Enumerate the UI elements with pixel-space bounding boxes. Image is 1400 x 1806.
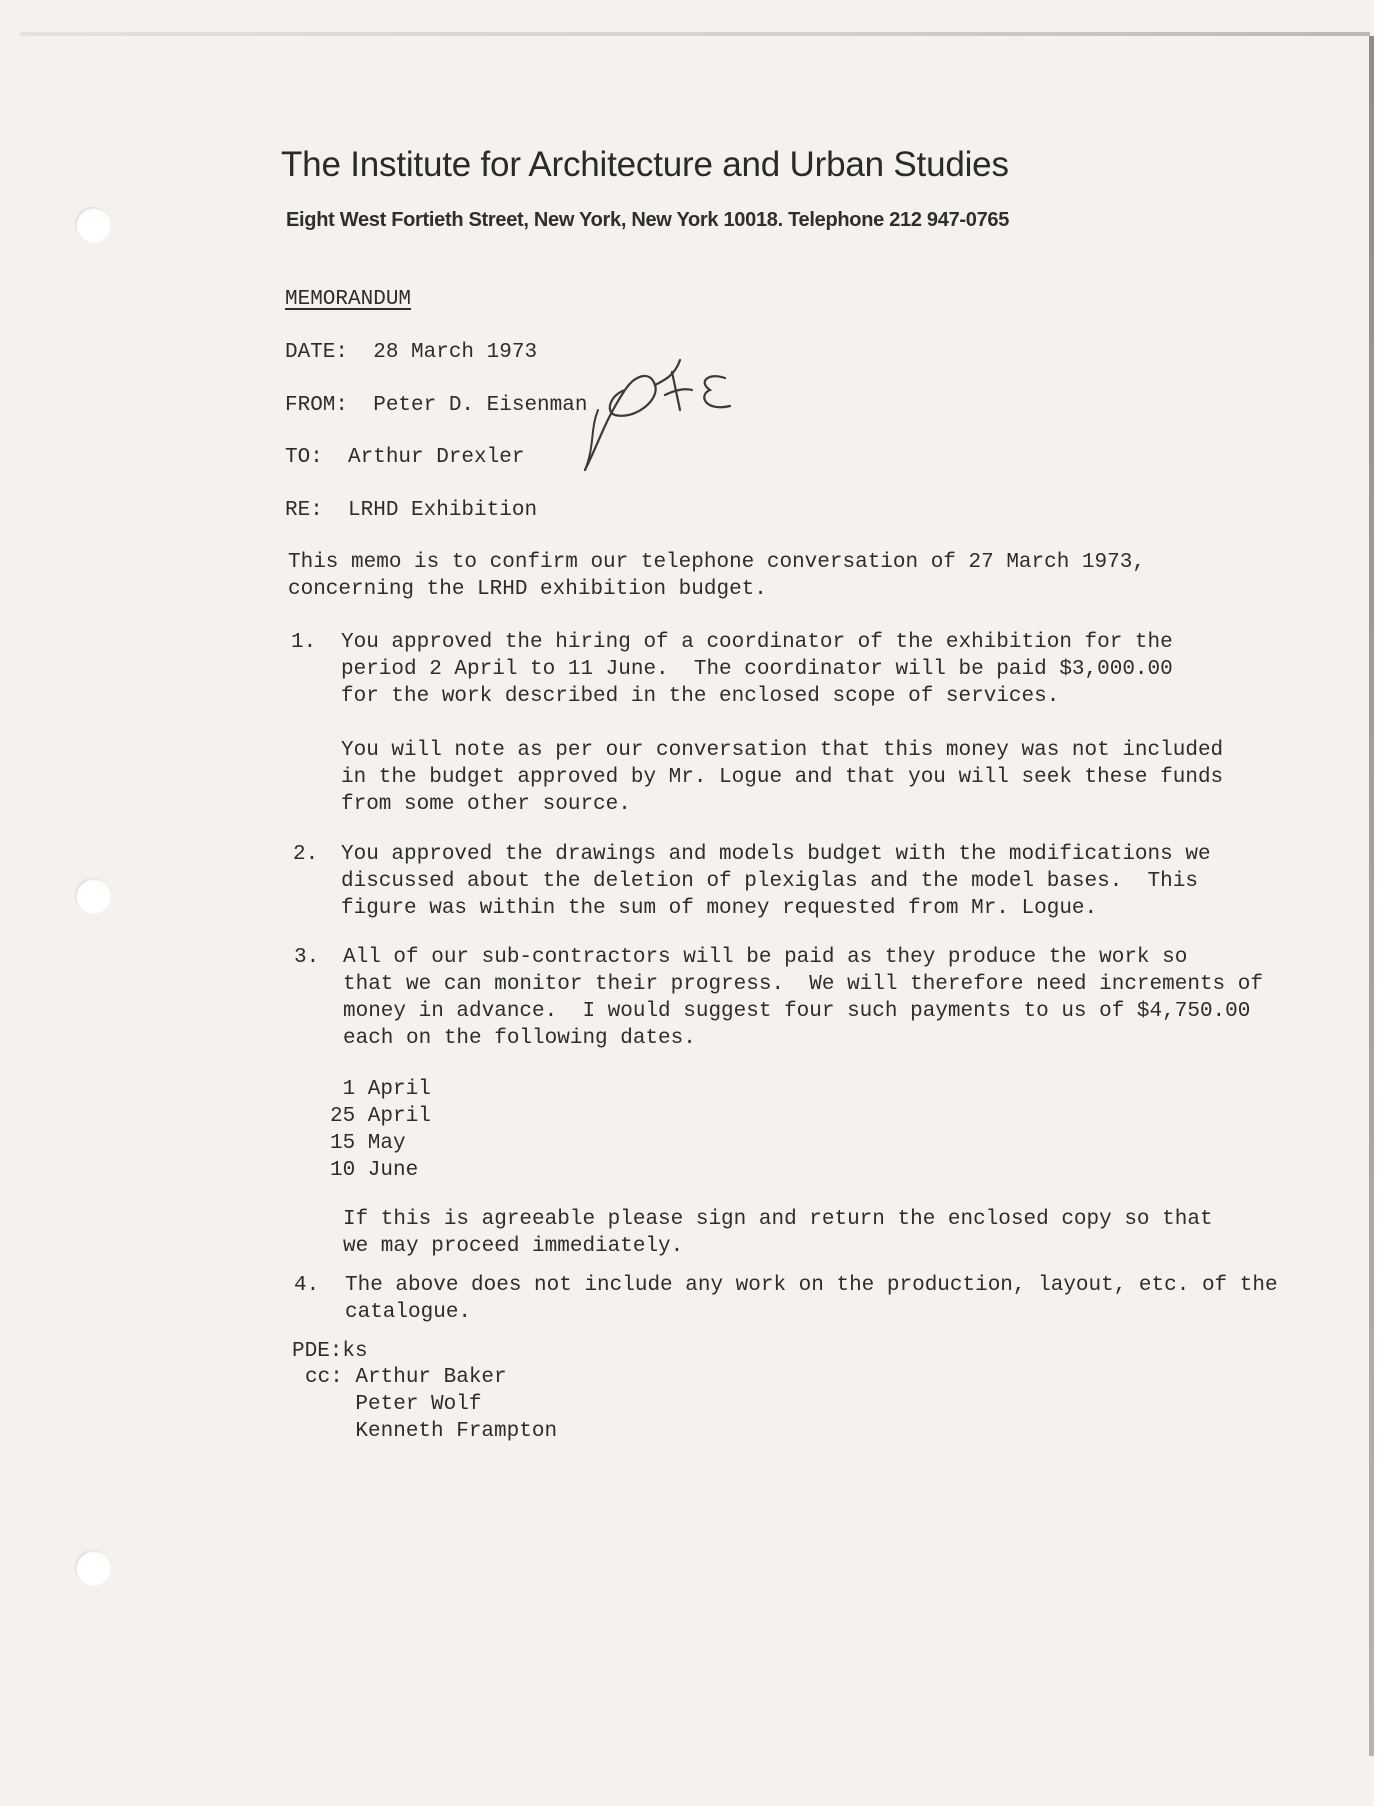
to-row: TO: Arthur Drexler: [285, 446, 525, 469]
punch-hole-bottom: [75, 1550, 111, 1586]
item-3-note: If this is agreeable please sign and return the enclosed copy so that we may proceed immediately.: [343, 1208, 1213, 1258]
item-2-text: You approved the drawings and models budget with the modifications we discussed about the deletion of plexiglas and the model bases. This figure was within the sum of money requested from Mr. Logue.: [341, 843, 1211, 920]
item-1-note: You will note as per our conversation that this money was not included in the budget approved by Mr. Logue and that you will seek these funds from some other source.: [341, 739, 1224, 816]
date-row: DATE: 28 March 1973: [285, 341, 538, 364]
handwritten-signature-pde: [580, 350, 750, 480]
memo-title: MEMORANDUM: [285, 288, 412, 311]
cc-list: cc: Arthur Baker Peter Wolf Kenneth Frampton: [305, 1366, 558, 1443]
intro-paragraph: This memo is to confirm our telephone conversation of 27 March 1973, concerning the LRHD exhibition budget.: [288, 551, 1145, 601]
typist-initials: PDE:ks: [292, 1340, 368, 1363]
item-number-4: 4.: [294, 1274, 320, 1297]
scan-background-strip: [1374, 0, 1400, 1806]
item-number-3: 3.: [294, 946, 320, 969]
punch-hole-top: [75, 207, 111, 243]
letterhead-address: Eight West Fortieth Street, New York, New York 10018. Telephone 212 947-0765: [286, 209, 1010, 231]
item-1-text: You approved the hiring of a coordinator of the exhibition for the period 2 April to 11 June. The coordinator will be paid $3,000.00 for the work described in the enclosed scope of services.: [341, 631, 1173, 708]
payment-dates-list: 1 April 25 April 15 May 10 June: [330, 1078, 431, 1182]
letterhead-name: The Institute for Architecture and Urban Studies: [281, 145, 1009, 184]
item-number-1: 1.: [291, 631, 317, 654]
from-row: FROM: Peter D. Eisenman: [285, 394, 588, 417]
item-number-2: 2.: [293, 843, 319, 866]
item-3-text: All of our sub-contractors will be paid as they produce the work so that we can monitor their progress. We will therefore need increments of money in advance. I would suggest four such payments to us of $4,750.00 each on the following dates.: [343, 946, 1263, 1050]
re-row: RE: LRHD Exhibition: [285, 499, 538, 522]
punch-hole-middle: [75, 878, 111, 914]
item-4-text: The above does not include any work on the production, layout, etc. of the catalogue.: [345, 1274, 1278, 1324]
paper-top-edge: [20, 32, 1370, 36]
